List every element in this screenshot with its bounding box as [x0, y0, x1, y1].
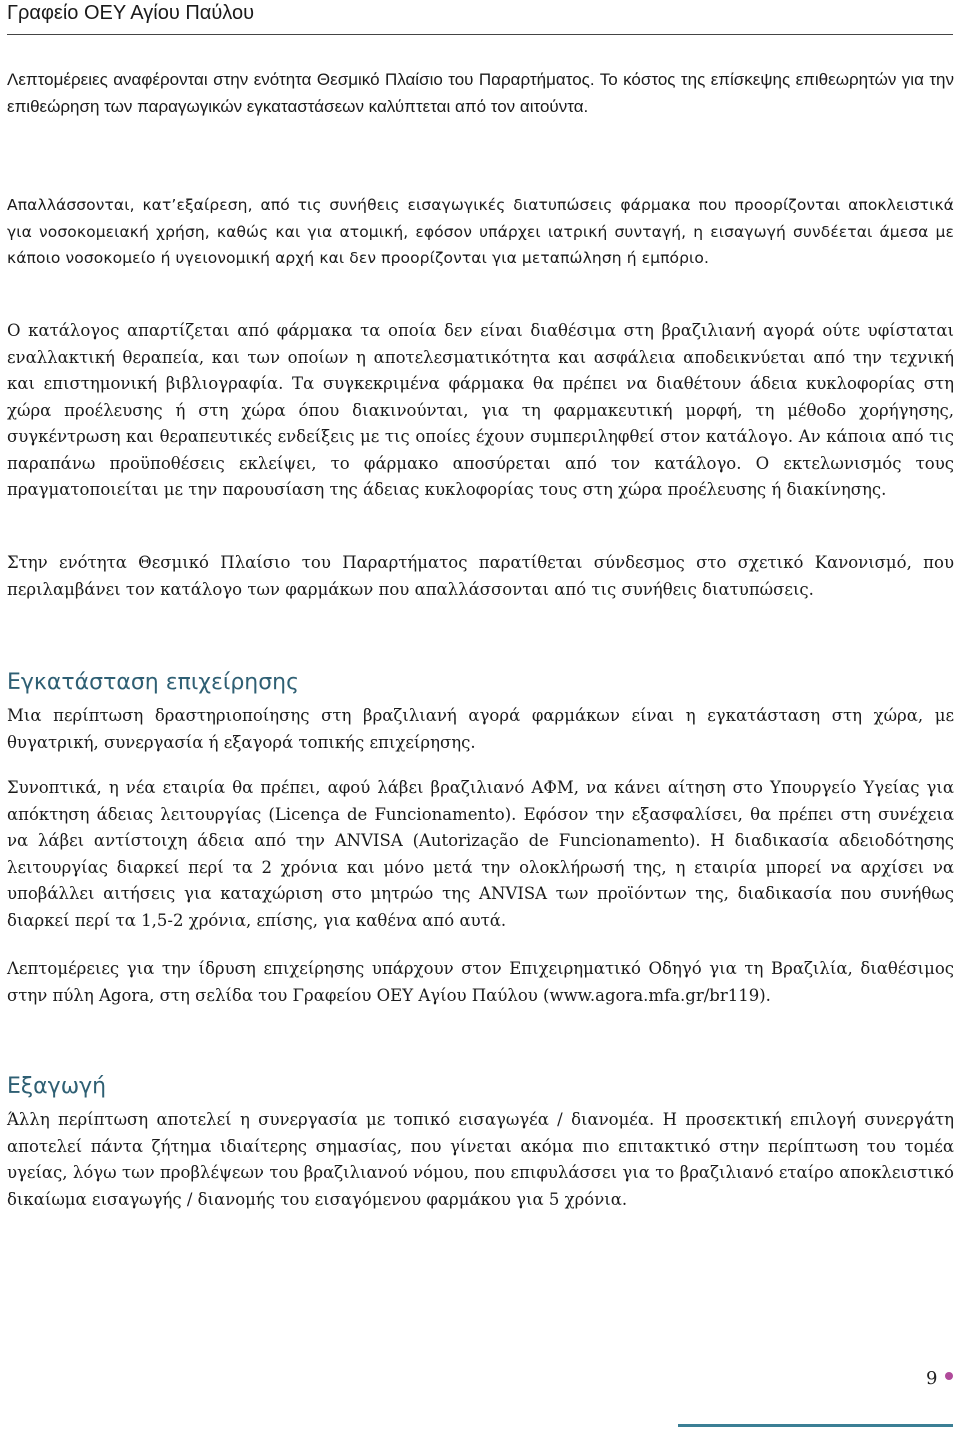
paragraph-regulation-link: Στην ενότητα Θεσμικό Πλαίσιο του Παραρτήματος παρατίθεται σύνδεσμος στο σχετικό Κανονισμό, που περιλαμβάνει τον κατάλογο των φαρμάκων που απαλλάσσονται από τις συνήθεις διατυπώσεις. [7, 553, 954, 599]
footer-divider [678, 1424, 953, 1427]
header-title: Γραφείο ΟΕΥ Αγίου Παύλου [7, 2, 255, 24]
section-heading-establishment: Εγκατάσταση επιχείρησης [7, 670, 300, 695]
page-number-dot-icon [945, 1372, 953, 1380]
paragraph-exemptions: Απαλλάσσονται, κατ’εξαίρεση, από τις συνήθεις εισαγωγικές διατυπώσεις φάρμακα που προορίζονται αποκλειστικά για νοσοκομειακή χρήση, καθώς και για ατομική, εφόσον υπάρχει ιατρική συνταγή, η εισαγωγή συνδέεται άμεσα με κάποιο νοσοκομείο ή υγειονομική αρχή και δεν προορίζονται για μεταπώληση ή εμπόριο. [7, 196, 954, 267]
section-heading-export: Εξαγωγή [7, 1074, 107, 1099]
paragraph-establishment-intro: Μια περίπτωση δραστηριοποίησης στη βραζιλιανή αγορά φαρμάκων είναι η εγκατάσταση στη χώρα, με θυγατρική, συνεργασία ή εξαγορά τοπικής επιχείρησης. [7, 706, 954, 752]
paragraph-licensing: Συνοπτικά, η νέα εταιρία θα πρέπει, αφού λάβει βραζιλιανό ΑΦΜ, να κάνει αίτηση στο Υπουργείο Υγείας για απόκτηση άδειας λειτουργίας (Licença de Funcionamento). Εφόσον την εξασφαλίσει, θα πρέπει στη συνέχεια να λάβει αντίστοιχη άδεια από την ANVISA (Autorização de Funcionamento). Η διαδικασία αδειοδότησης λειτουργίας διαρκεί περί τα 2 χρόνια και μόνο μετά την ολοκλήρωσή της, η εταιρία μπορεί να αρχίσει να υποβάλλει αιτήσεις για καταχώριση στο μητρώο της ANVISA των προϊόντων της, διαδικασία που συνήθως διαρκεί περί τα 1,5-2 χρόνια, επίσης, για καθένα από αυτά. [7, 778, 954, 930]
paragraph-business-guide: Λεπτομέρειες για την ίδρυση επιχείρησης υπάρχουν στον Επιχειρηματικό Οδηγό για τη Βραζιλία, διαθέσιμος στην πύλη Agora, στη σελίδα του Γραφείου ΟΕΥ Αγίου Παύλου (www.agora.mfa.gr/br119). [7, 959, 954, 1005]
paragraph-catalogue: Ο κατάλογος απαρτίζεται από φάρμακα τα οποία δεν είναι διαθέσιμα στη βραζιλιανή αγορά ούτε υφίσταται εναλλακτική θεραπεία, και των οποίων η αποτελεσματικότητα και ασφάλεια αποδεικνύεται από την τεχνική και επιστημονική βιβλιογραφία. Τα συγκεκριμένα φάρμακα θα πρέπει να διαθέτουν άδεια κυκλοφορίας στη χώρα προέλευσης ή στη χώρα όπου διακινούνται, για τη φαρμακευτική μορφή, τη μέθοδο χορήγησης, συγκέντρωση και θεραπευτικές ενδείξεις με τις οποίες έχουν συμπεριληφθεί στον κατάλογο. Αν κάποια από τις παραπάνω προϋποθέσεις εκλείψει, το φάρμακο αποσύρεται από τον κατάλογο. Ο εκτελωνισμός τους πραγματοποιείται με την παρουσίαση της άδειας κυκλοφορίας τους στη χώρα προέλευσης ή διακίνησης. [7, 321, 954, 499]
page-header [7, 0, 953, 35]
paragraph-export: Άλλη περίπτωση αποτελεί η συνεργασία με τοπικό εισαγωγέα / διανομέα. Η προσεκτική επιλογή συνεργάτη αποτελεί πάντα ζήτημα ιδιαίτερης σημασίας, που γίνεται ακόμα πιο επιτακτικό στην περίπτωση του τομέα υγείας, λόγω των προβλέψεων του βραζιλιανού νόμου, που επιφυλάσσει για το βραζιλιανό εταίρο αποκλειστικό δικαίωμα εισαγωγής / διανομής του εισαγόμενου φαρμάκου για 5 χρόνια. [7, 1110, 954, 1209]
paragraph-inspection-cost: Λεπτομέρειες αναφέρονται στην ενότητα Θεσμικό Πλαίσιο του Παραρτήματος. Το κόστος της επίσκεψης επιθεωρητών για την επιθεώρηση των παραγωγικών εγκαταστάσεων καλύπτεται από τον αιτούντα. [7, 70, 954, 116]
page-number: 9 [926, 1368, 938, 1389]
